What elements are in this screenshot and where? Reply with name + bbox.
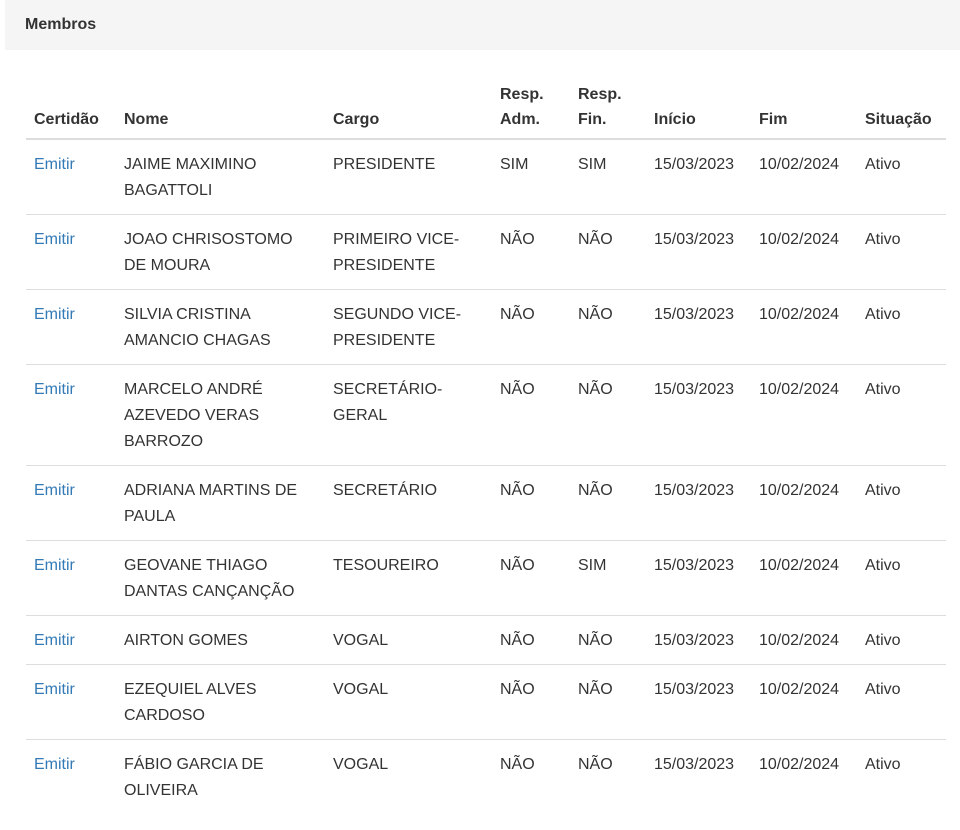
cell-inicio: 15/03/2023 <box>646 665 751 740</box>
column-header-cargo: Cargo <box>325 78 492 139</box>
cell-resp-fin: SIM <box>578 156 607 173</box>
cell-fim: 10/02/2024 <box>751 665 857 740</box>
cell-nome: GEOVANE THIAGO DANTAS CANÇANÇÃO <box>116 541 325 616</box>
cell-resp-fin: NÃO <box>570 365 646 466</box>
emitir-link[interactable]: Emitir <box>34 557 75 574</box>
cell-resp-adm: NÃO <box>492 541 570 616</box>
cell-resp-fin: NÃO <box>570 616 646 665</box>
cell-cargo: SEGUNDO VICE-PRESIDENTE <box>325 290 492 365</box>
members-table <box>26 78 946 814</box>
cell-fim: 10/02/2024 <box>751 616 857 665</box>
cell-resp-fin: NÃO <box>570 215 646 290</box>
column-header-certidao: Certidão <box>26 78 116 139</box>
cell-cargo: VOGAL <box>325 740 492 815</box>
cell-inicio: 15/03/2023 <box>646 616 751 665</box>
cell-nome: JOAO CHRISOSTOMO DE MOURA <box>116 215 325 290</box>
column-header-nome: Nome <box>116 78 325 139</box>
cell-certidao <box>26 466 116 541</box>
emitir-link[interactable]: Emitir <box>34 482 75 499</box>
cell-situacao: Ativo <box>857 665 946 740</box>
table-row <box>26 290 946 365</box>
table-header-row <box>26 78 946 139</box>
table-row <box>26 466 946 541</box>
emitir-link[interactable]: Emitir <box>34 632 75 649</box>
cell-inicio: 15/03/2023 <box>646 215 751 290</box>
cell-situacao: Ativo <box>857 365 946 466</box>
cell-fim: 10/02/2024 <box>759 156 840 173</box>
cell-certidao <box>26 215 116 290</box>
panel-title: Membros <box>25 16 97 33</box>
column-header-situacao: Situação <box>857 78 946 139</box>
emitir-link[interactable]: Emitir <box>34 756 75 773</box>
cell-situacao: Ativo <box>857 215 946 290</box>
column-header-resp-fin-line2: Fin. <box>578 111 607 128</box>
cell-cargo: PRESIDENTE <box>333 156 436 173</box>
table-row <box>26 740 946 815</box>
cell-cargo: VOGAL <box>325 665 492 740</box>
cell-nome: FÁBIO GARCIA DE OLIVEIRA <box>116 740 325 815</box>
cell-situacao: Ativo <box>865 156 901 173</box>
cell-resp-adm: NÃO <box>492 466 570 541</box>
cell-situacao: Ativo <box>857 290 946 365</box>
cell-resp-adm: NÃO <box>492 215 570 290</box>
emitir-link[interactable]: Emitir <box>34 681 75 698</box>
cell-resp-adm: SIM <box>500 156 529 173</box>
panel-header <box>5 0 960 50</box>
column-header-resp-adm <box>492 78 570 139</box>
cell-certidao <box>26 740 116 815</box>
cell-certidao <box>26 365 116 466</box>
cell-certidao <box>26 665 116 740</box>
column-header-resp-fin-line1: Resp. <box>578 86 622 103</box>
cell-inicio: 15/03/2023 <box>654 156 735 173</box>
table-row <box>26 665 946 740</box>
cell-resp-adm: NÃO <box>492 290 570 365</box>
cell-resp-fin: NÃO <box>570 665 646 740</box>
cell-resp-adm: NÃO <box>492 740 570 815</box>
cell-cargo: SECRETÁRIO-GERAL <box>325 365 492 466</box>
cell-inicio: 15/03/2023 <box>646 740 751 815</box>
cell-resp-fin: NÃO <box>570 740 646 815</box>
emitir-link[interactable]: Emitir <box>34 231 75 248</box>
cell-cargo: PRIMEIRO VICE-PRESIDENTE <box>325 215 492 290</box>
table-row <box>26 365 946 466</box>
cell-fim: 10/02/2024 <box>751 740 857 815</box>
cell-fim: 10/02/2024 <box>751 541 857 616</box>
cell-fim: 10/02/2024 <box>751 290 857 365</box>
cell-certidao <box>26 541 116 616</box>
cell-cargo: TESOUREIRO <box>325 541 492 616</box>
cell-resp-fin: SIM <box>570 541 646 616</box>
column-header-resp-adm-line2: Adm. <box>500 111 540 128</box>
cell-inicio: 15/03/2023 <box>646 466 751 541</box>
cell-inicio: 15/03/2023 <box>646 541 751 616</box>
cell-certidao <box>26 139 116 215</box>
cell-resp-fin: NÃO <box>570 466 646 541</box>
cell-fim: 10/02/2024 <box>751 215 857 290</box>
cell-resp-adm: NÃO <box>492 365 570 466</box>
column-header-resp-adm-line1: Resp. <box>500 86 544 103</box>
cell-situacao: Ativo <box>857 740 946 815</box>
table-row <box>26 139 946 215</box>
column-header-fim: Fim <box>751 78 857 139</box>
cell-inicio: 15/03/2023 <box>646 365 751 466</box>
emitir-link[interactable]: Emitir <box>34 381 75 398</box>
cell-situacao: Ativo <box>857 541 946 616</box>
table-row <box>26 616 946 665</box>
cell-certidao <box>26 616 116 665</box>
table-row <box>26 541 946 616</box>
cell-situacao: Ativo <box>857 616 946 665</box>
cell-nome: MARCELO ANDRÉ AZEVEDO VERAS BARROZO <box>116 365 325 466</box>
cell-situacao: Ativo <box>857 466 946 541</box>
cell-resp-adm: NÃO <box>492 665 570 740</box>
cell-certidao <box>26 290 116 365</box>
emitir-link[interactable]: Emitir <box>34 306 75 323</box>
cell-fim: 10/02/2024 <box>751 365 857 466</box>
cell-nome: ADRIANA MARTINS DE PAULA <box>116 466 325 541</box>
column-header-resp-fin <box>570 78 646 139</box>
cell-nome: EZEQUIEL ALVES CARDOSO <box>116 665 325 740</box>
cell-nome: SILVIA CRISTINA AMANCIO CHAGAS <box>116 290 325 365</box>
cell-nome: JAIME MAXIMINO BAGATTOLI <box>124 156 257 199</box>
column-header-inicio: Início <box>646 78 751 139</box>
cell-cargo: VOGAL <box>325 616 492 665</box>
cell-fim: 10/02/2024 <box>751 466 857 541</box>
cell-cargo: SECRETÁRIO <box>325 466 492 541</box>
emitir-link[interactable]: Emitir <box>34 156 75 173</box>
table-row <box>26 215 946 290</box>
cell-resp-adm: NÃO <box>492 616 570 665</box>
cell-nome: AIRTON GOMES <box>116 616 325 665</box>
cell-inicio: 15/03/2023 <box>646 290 751 365</box>
cell-resp-fin: NÃO <box>570 290 646 365</box>
